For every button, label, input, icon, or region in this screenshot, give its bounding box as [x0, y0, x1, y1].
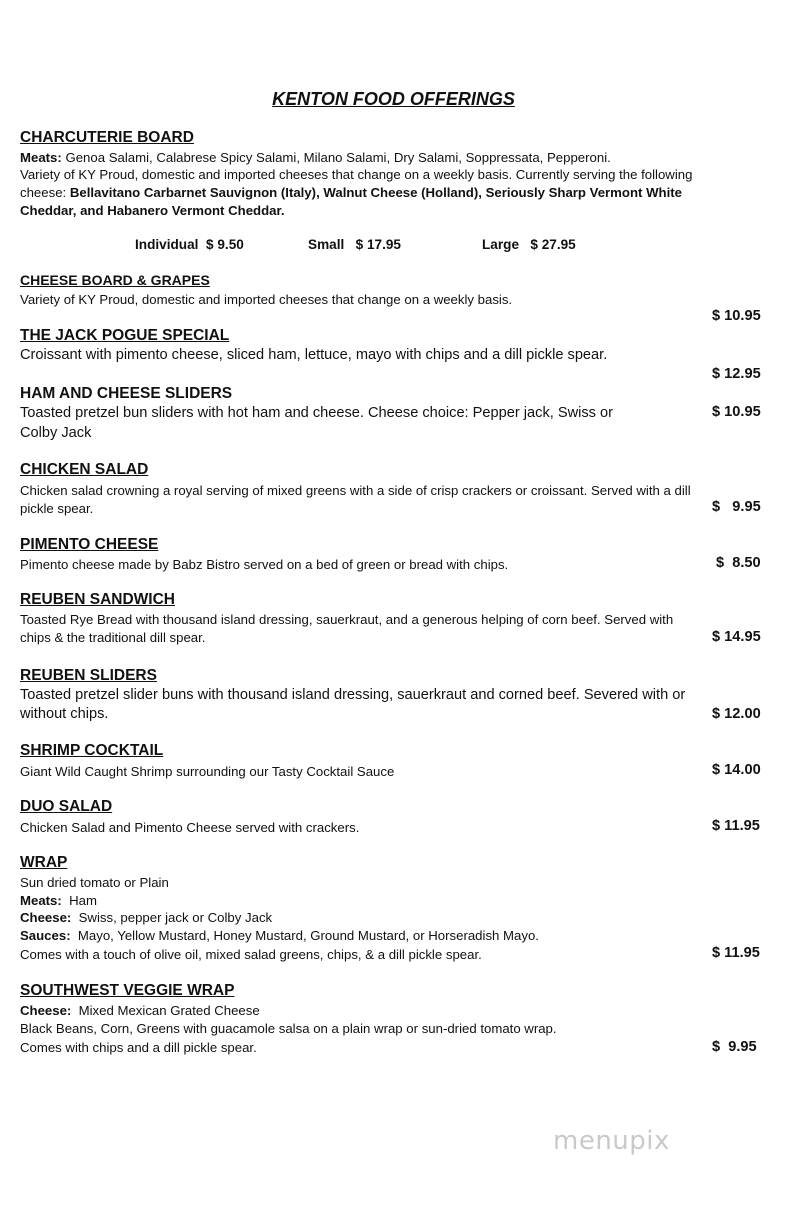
cheese-list: Bellavitano Carbarnet Sauvignon (Italy), Walnut Cheese (Holland), Seriously Sharp Vermont White — [69, 185, 682, 200]
reuben-sandwich-desc-line1: Toasted Rye Bread with thousand island dressing, sauerkraut, and a generous helping of corn beef. Served with — [20, 612, 674, 627]
cheese-board-heading: CHEESE BOARD & GRAPES — [20, 272, 210, 288]
charcuterie-heading: CHARCUTERIE BOARD — [20, 129, 194, 146]
cheese-list-end: Cheddar, and Habanero Vermont Cheddar. — [20, 203, 285, 218]
size-label: Small — [308, 237, 345, 252]
wrap-heading: WRAP — [20, 854, 68, 871]
veggie-wrap-price: $ 9.95 — [712, 1039, 757, 1055]
reuben-sandwich-heading: REUBEN SANDWICH — [20, 591, 175, 608]
pimento-desc: Pimento cheese made by Babz Bistro served on a bed of green or bread with chips. — [20, 557, 509, 572]
reuben-sliders-price: $ 12.00 — [712, 706, 761, 722]
cheese-prefix: cheese: — [20, 185, 70, 200]
sauces-label: Sauces: — [20, 928, 71, 943]
cheese-board-price: $ 10.95 — [712, 308, 761, 324]
shrimp-heading: SHRIMP COCKTAIL — [20, 742, 164, 759]
veggie-wrap-cheese-line — [20, 1002, 260, 1019]
ham-sliders-desc-line2: Colby Jack — [20, 425, 92, 441]
size-individual — [135, 237, 244, 252]
ham-sliders-desc-line1: Toasted pretzel bun sliders with hot ham and cheese. Cheese choice: Pepper jack, Swiss or — [20, 405, 613, 421]
size-large — [482, 237, 576, 252]
ham-sliders-heading: HAM AND CHEESE SLIDERS — [20, 385, 233, 402]
sauces-text: Mayo, Yellow Mustard, Honey Mustard, Ground Mustard, or Horseradish Mayo. — [70, 928, 539, 943]
duo-price: $ 11.95 — [712, 818, 760, 834]
meats-label: Meats: — [20, 150, 62, 165]
reuben-sliders-desc-line2: without chips. — [20, 706, 109, 722]
reuben-sandwich-price: $ 14.95 — [712, 629, 761, 645]
cheese-text: Swiss, pepper jack or Colby Jack — [71, 910, 273, 925]
meats-label: Meats: — [20, 893, 62, 908]
meats-text: Ham — [61, 893, 97, 908]
wrap-line5: Comes with a touch of olive oil, mixed salad greens, chips, & a dill pickle spear. — [20, 947, 482, 962]
wrap-price: $ 11.95 — [712, 945, 760, 961]
chicken-salad-desc-line2: pickle spear. — [20, 501, 94, 516]
chicken-salad-desc-line1: Chicken salad crowning a royal serving of mixed greens with a side of crisp crackers or croissant. Served with a dill — [20, 483, 691, 498]
shrimp-desc: Giant Wild Caught Shrimp surrounding our Tasty Cocktail Sauce — [20, 764, 395, 779]
duo-desc: Chicken Salad and Pimento Cheese served with crackers. — [20, 820, 360, 835]
reuben-sandwich-desc-line2: chips & the traditional dill spear. — [20, 630, 206, 645]
charcuterie-desc-line2 — [20, 184, 682, 201]
cheese-label: Cheese: — [20, 910, 72, 925]
size-label: Individual — [135, 237, 199, 252]
chicken-salad-price: $ 9.95 — [712, 499, 761, 515]
veggie-wrap-heading: SOUTHWEST VEGGIE WRAP — [20, 982, 235, 999]
size-price: $ 9.50 — [206, 237, 244, 252]
watermark-logo: menupix — [553, 1126, 670, 1156]
jack-pogue-desc: Croissant with pimento cheese, sliced ham, lettuce, mayo with chips and a dill pickle spear. — [20, 347, 608, 363]
size-small — [308, 237, 401, 252]
wrap-sauces-line — [20, 927, 539, 944]
jack-pogue-heading: THE JACK POGUE SPECIAL — [20, 327, 230, 344]
reuben-sliders-desc-line1: Toasted pretzel slider buns with thousand island dressing, sauerkraut and corned beef. Severed with or — [20, 687, 686, 703]
reuben-sliders-heading: REUBEN SLIDERS — [20, 667, 157, 684]
pimento-price: $ 8.50 — [716, 555, 761, 571]
chicken-salad-heading: CHICKEN SALAD — [20, 461, 149, 478]
ham-sliders-price: $ 10.95 — [712, 404, 761, 420]
jack-pogue-price: $ 12.95 — [712, 366, 761, 382]
wrap-cheese-line — [20, 909, 272, 926]
charcuterie-desc-line1: Variety of KY Proud, domestic and imported cheeses that change on a weekly basis. Currently serving the following — [20, 167, 693, 182]
size-label: Large — [482, 237, 520, 252]
veggie-wrap-line3: Comes with chips and a dill pickle spear. — [20, 1040, 257, 1055]
duo-heading: DUO SALAD — [20, 798, 113, 815]
size-price: $ 17.95 — [355, 237, 401, 252]
size-price: $ 27.95 — [530, 237, 576, 252]
cheese-board-desc: Variety of KY Proud, domestic and imported cheeses that change on a weekly basis. — [20, 292, 513, 307]
page-title: KENTON FOOD OFFERINGS — [272, 89, 515, 109]
cheese-label: Cheese: — [20, 1003, 72, 1018]
veggie-wrap-line2: Black Beans, Corn, Greens with guacamole salsa on a plain wrap or sun-dried tomato wrap. — [20, 1021, 557, 1036]
meats-text: Genoa Salami, Calabrese Spicy Salami, Milano Salami, Dry Salami, Soppressata, Pepperoni. — [61, 150, 611, 165]
shrimp-price: $ 14.00 — [712, 762, 761, 778]
pimento-heading: PIMENTO CHEESE — [20, 536, 159, 553]
charcuterie-desc-line3 — [20, 202, 285, 219]
wrap-meats-line — [20, 892, 97, 909]
cheese-text: Mixed Mexican Grated Cheese — [71, 1003, 260, 1018]
charcuterie-meats-line — [20, 149, 611, 166]
wrap-line1: Sun dried tomato or Plain — [20, 875, 169, 890]
